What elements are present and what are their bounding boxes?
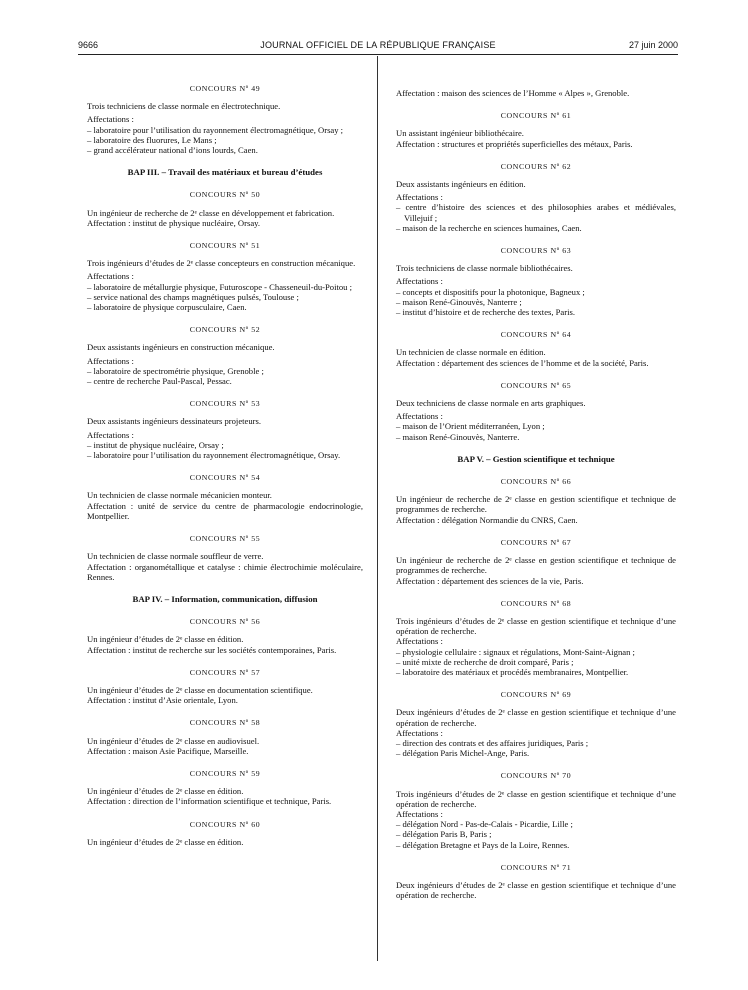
paragraph: Affectation : institut d’Asie orientale, Lyon.: [87, 695, 238, 706]
affectation-item: – institut de physique nucléaire, Orsay ;: [87, 439, 224, 450]
paragraph: Affectations :: [87, 429, 134, 440]
paragraph: Affectations :: [396, 636, 443, 647]
section-heading: BAP V. – Gestion scientifique et technique: [457, 453, 615, 464]
affectation-item: – grand accélérateur national d’ions lourds, Caen.: [87, 145, 258, 156]
paragraph: Un technicien de classe normale mécanicien monteur.: [87, 490, 272, 501]
affectation-item: – maison de l’Orient méditerranéen, Lyon ;: [396, 421, 545, 432]
paragraph: Trois techniciens de classe normale en électrotechnique.: [87, 101, 281, 112]
affectation-item: – délégation Nord - Pas-de-Calais - Picardie, Lille ;: [396, 819, 573, 830]
concours-heading: CONCOURS Nº 69: [500, 690, 572, 700]
paragraph: Affectations :: [396, 808, 443, 819]
affectation-item: – institut d’histoire et de recherche des textes, Paris.: [396, 307, 575, 318]
column-divider: [377, 56, 378, 961]
left-column: [87, 84, 363, 847]
paragraph: Un ingénieur de recherche de 2ᵉ classe en développement et fabrication.: [87, 207, 335, 218]
paragraph: Un ingénieur d’études de 2ᵉ classe en édition.: [87, 836, 244, 847]
paragraph: Un ingénieur d’études de 2ᵉ classe en édition.: [87, 786, 244, 797]
affectation-item: – maison de la recherche en sciences humaines, Caen.: [396, 222, 582, 233]
paragraph: Trois ingénieurs d’études de 2ᵉ classe concepteurs en construction mécanique.: [87, 258, 356, 269]
concours-heading: CONCOURS Nº 58: [189, 718, 261, 728]
concours-heading: CONCOURS Nº 57: [189, 667, 261, 677]
affectation-item: – laboratoire pour l’utilisation du rayonnement électromagnétique, Orsay ;: [87, 124, 344, 135]
concours-heading: CONCOURS Nº 61: [500, 111, 572, 121]
paragraph: Un ingénieur de recherche de 2ᵉ classe en gestion scientifique et technique de programmes de recherche.: [396, 555, 676, 576]
affectation-item: – concepts et dispositifs pour la photonique, Bagneux ;: [396, 286, 585, 297]
concours-heading: CONCOURS Nº 65: [500, 380, 572, 390]
affectation-item: – direction des contrats et des affaires juridiques, Paris ;: [396, 737, 589, 748]
paragraph: Affectation : maison des sciences de l’Homme « Alpes », Grenoble.: [396, 88, 630, 98]
paragraph: Affectation : direction de l’information scientifique et technique, Paris.: [87, 796, 332, 807]
paragraph: Deux techniciens de classe normale en arts graphiques.: [396, 398, 586, 409]
affectation-item: – laboratoire de spectrométrie physique, Grenoble ;: [87, 365, 264, 376]
paragraph: Un ingénieur de recherche de 2ᵉ classe en gestion scientifique et technique de programmes de recherche.: [396, 494, 676, 515]
concours-heading: CONCOURS Nº 64: [500, 330, 572, 340]
affectation-item: – laboratoire pour l’utilisation du rayonnement électromagnétique, Orsay.: [87, 450, 341, 461]
paragraph: Un ingénieur d’études de 2ᵉ classe en édition.: [87, 634, 244, 645]
paragraph: Deux assistants ingénieurs en construction mécanique.: [87, 342, 275, 353]
affectation-item: – laboratoire des matériaux et procédés membranaires, Montpellier.: [396, 666, 629, 677]
affectation-item: – centre d’histoire des sciences et des philosophies arabes et médiévales, Villejuif ;: [396, 202, 676, 223]
paragraph: Affectations :: [396, 276, 443, 287]
affectation-item: – service national des champs magnétiques pulsés, Toulouse ;: [87, 291, 299, 302]
affectation-item: – délégation Paris Michel-Ange, Paris.: [396, 748, 530, 759]
affectation-item: – maison René-Ginouvès, Nanterre.: [396, 431, 520, 442]
paragraph: Deux assistants ingénieurs dessinateurs projeteurs.: [87, 416, 261, 427]
paragraph: Trois techniciens de classe normale bibliothécaires.: [396, 263, 573, 274]
paragraph: Affectation : institut de physique nucléaire, Orsay.: [87, 217, 261, 228]
paragraph: Trois ingénieurs d’études de 2ᵉ classe en gestion scientifique et technique d’une opération de recherche.: [396, 615, 676, 637]
page-header: [78, 38, 678, 55]
concours-heading: CONCOURS Nº 66: [500, 477, 572, 487]
right-column: [396, 88, 676, 900]
paragraph: Affectations :: [87, 114, 134, 125]
concours-heading: CONCOURS Nº 68: [500, 598, 572, 608]
page-number: 9666: [78, 40, 99, 50]
paragraph: Affectation : structures et propriétés superficielles des métaux, Paris.: [396, 138, 633, 149]
paragraph: Un technicien de classe normale souffleur de verre.: [87, 551, 264, 562]
paragraph: Affectation : institut de recherche sur les sociétés contemporaines, Paris.: [87, 644, 337, 655]
paragraph: Deux assistants ingénieurs en édition.: [396, 179, 526, 190]
affectation-item: – laboratoire de métallurgie physique, Futuroscope - Chasseneuil-du-Poitou ;: [87, 281, 353, 292]
paragraph: Un assistant ingénieur bibliothécaire.: [396, 128, 524, 139]
concours-heading: CONCOURS Nº 51: [189, 241, 261, 251]
paragraph: Affectation : organométallique et catalyse : chimie électrochimie moléculaire, Rennes.: [87, 561, 363, 582]
concours-heading: CONCOURS Nº 52: [189, 325, 261, 335]
affectation-item: – physiologie cellulaire : signaux et régulations, Mont-Saint-Aignan ;: [396, 646, 635, 657]
paragraph: Un ingénieur d’études de 2ᵉ classe en documentation scientifique.: [87, 684, 313, 695]
affectation-item: – délégation Paris B, Paris ;: [396, 829, 492, 840]
affectation-item: – centre de recherche Paul-Pascal, Pessac.: [87, 376, 232, 387]
concours-heading: CONCOURS Nº 56: [189, 617, 261, 627]
affectation-item: – unité mixte de recherche de droit comparé, Paris ;: [396, 656, 574, 667]
affectation-item: – laboratoire de physique corpusculaire, Caen.: [87, 302, 247, 313]
affectation-item: – laboratoire des fluorures, Le Mans ;: [87, 134, 217, 145]
paragraph: Affectation : unité de service du centre de pharmacologie endocrinologie, Montpellier.: [87, 500, 363, 521]
concours-heading: CONCOURS Nº 63: [500, 246, 572, 256]
section-heading: BAP III. – Travail des matériaux et bureau d’études: [127, 167, 323, 178]
paragraph: Affectation : département des sciences de la vie, Paris.: [396, 575, 584, 586]
paragraph: Affectations :: [396, 192, 443, 203]
affectation-item: – maison René-Ginouvès, Nanterre ;: [396, 296, 522, 307]
concours-heading: CONCOURS Nº 55: [189, 534, 261, 544]
concours-heading: CONCOURS Nº 60: [189, 819, 261, 829]
concours-heading: CONCOURS Nº 50: [189, 190, 261, 200]
paragraph: Affectations :: [396, 411, 443, 422]
paragraph: Trois ingénieurs d’études de 2ᵉ classe en gestion scientifique et technique d’une opération de recherche.: [396, 788, 676, 809]
concours-heading: CONCOURS Nº 71: [500, 862, 572, 872]
paragraph: Affectation : département des sciences de l’homme et de la société, Paris.: [396, 357, 649, 368]
paragraph: Affectations :: [396, 727, 443, 738]
concours-heading: CONCOURS Nº 62: [500, 161, 572, 171]
affectation-item: – délégation Bretagne et Pays de la Loire, Rennes.: [396, 839, 570, 850]
paragraph: Affectations :: [87, 271, 134, 282]
concours-heading: CONCOURS Nº 49: [189, 84, 261, 93]
paragraph: Deux ingénieurs d’études de 2ᵉ classe en gestion scientifique et technique d’une opération de recherche.: [396, 707, 676, 728]
concours-heading: CONCOURS Nº 59: [189, 768, 261, 778]
concours-heading: CONCOURS Nº 67: [500, 537, 572, 547]
paragraph: Un technicien de classe normale en édition.: [396, 347, 546, 358]
paragraph: Deux ingénieurs d’études de 2ᵉ classe en gestion scientifique et technique d’une opération de recherche.: [396, 879, 676, 901]
paragraph: Un ingénieur d’études de 2ᵉ classe en audiovisuel.: [87, 735, 260, 746]
paragraph: Affectation : délégation Normandie du CNRS, Caen.: [396, 514, 578, 525]
concours-heading: CONCOURS Nº 53: [189, 399, 261, 409]
paragraph: Affectations :: [87, 355, 134, 366]
concours-heading: CONCOURS Nº 70: [500, 771, 572, 781]
concours-heading: CONCOURS Nº 54: [189, 473, 261, 483]
section-heading: BAP IV. – Information, communication, diffusion: [132, 593, 318, 604]
journal-title: JOURNAL OFFICIEL DE LA RÉPUBLIQUE FRANÇAISE: [260, 40, 496, 50]
publication-date: 27 juin 2000: [628, 40, 678, 50]
paragraph: Affectation : maison Asie Pacifique, Marseille.: [87, 745, 249, 756]
